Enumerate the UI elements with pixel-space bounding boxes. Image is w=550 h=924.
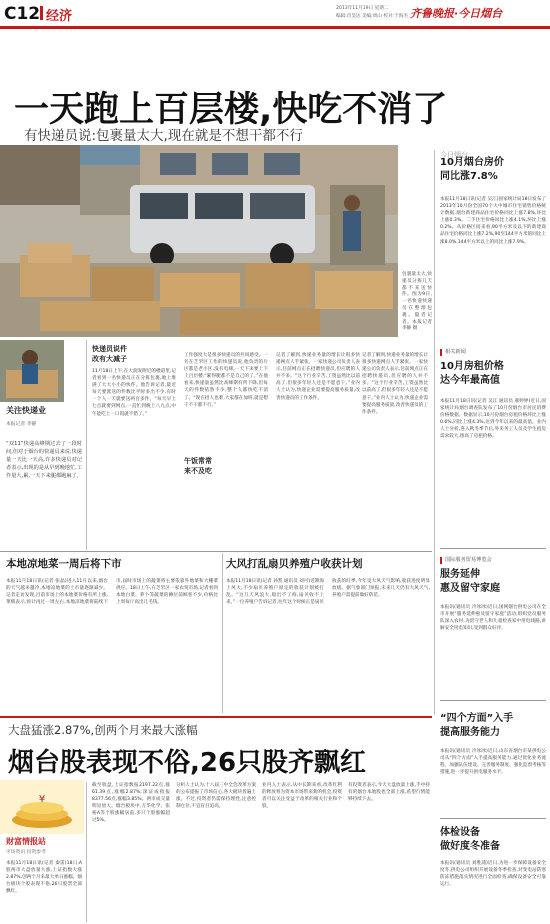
- local-veg-headline: 本地凉地菜一周后将下市: [6, 558, 122, 570]
- sidebar-title: 关注快递业: [6, 406, 46, 415]
- lead-column-1: 11月18日上午,在大润发附近的楼道里,记者看到一名快递员正在分拣包裹,地上堆满了大大小小的快件。他告诉记者,最近每天要派送的件数比平时多出不少,有时一个人一天就要送两百多件。“每天早上七点就要到网点,一直忙到晚上八九点,中午能吃上一口饭就不错了。”: [92, 369, 176, 417]
- story3-text: 本报讯(通讯员 冷冰冰)近日,国网烟台供电公司在全市开展“服务延伸惠及留守家庭”活动,组织党员服务队深入农村,为留守老人和儿童检查家中用电线路,讲解安全用电知识,受到群众好评。: [440, 605, 546, 632]
- lead-column-2: 工作强度大是很多快递员的共同感受。一名在芝罘区工作的快递员说,他负责的片区都是老小区,没有电梯,一天下来要上下上百层楼,“累得腿都不是自己的了。”在他看来,快递量虽然比高峰期有所下降,但每天的件数依然不少,整个人都快吃不消了。“现在招人也难,大家都在加班,就是想干不干都不行。”: [184, 353, 268, 408]
- page-number: C12: [4, 4, 41, 24]
- bottom-column-1: 截至收盘,上证指数报2197.22点,涨61.39点,涨幅2.87%;深证成指报8377.56点,涨幅3.85%。两市成交量明显放大。烟台板块中,万华化学、张裕A等个股涨幅居前,多只个股涨幅超过5%。: [92, 783, 170, 824]
- lead-column-4-text: 记者了解到,快递业务量的增长让很多快递网点人手紧张。一家快递公司负责人表示,目前网点正在招聘快递员,但应聘的人并不多。“这个行业辛苦,工资虽然比以前高了,但很多年轻人还是不愿意干。”业内人士认为,快递企业需要提高服务质量,改善快递员的工作条件。: [362, 353, 428, 415]
- sidebar-photo: [0, 340, 64, 402]
- bottom-column-4: 有投资者表示,今天大盘放量上涨,手中持有的烟台本地股也全部上涨,希望行情能够持续下去。: [348, 783, 430, 803]
- bottom-headline: 烟台股表现不俗,26只股齐飘红: [8, 748, 367, 778]
- masthead-rule: [0, 26, 550, 29]
- finance-sidebar-text: 本报11月18日讯(记者 秦雷)18日,A股两市大盘放量大涨,上证指数大涨2.87%,创两个月来最大单日涨幅。烟台板块个股表现不俗,26只股票全部飘红。: [6, 861, 82, 895]
- bottom-column-3: 业内人士表示,从中长期来看,改革红利的释放将为资本市场带来新的机会,投资者可以关注受益于改革的相关行业和个股。: [262, 783, 342, 810]
- story5-title: 体检设备 做好度冬准备: [440, 827, 500, 852]
- section-tag-bar: [40, 6, 43, 20]
- related-news-tag: [440, 348, 546, 357]
- lead-subheadline: 有快递员说:包裹量太大,现在就是不想干都不行: [24, 128, 303, 144]
- lead-column-4: [362, 352, 428, 416]
- scallop-headline: 大风打乱扇贝养殖户收获计划: [226, 558, 363, 570]
- story1-text: 本报11月18日讯(记者 吴江)国家统计局18日发布了2013年10月份全国70个大中城市住宅销售价格统计数据,烟台新建商品住宅价格同比上涨7.8%,环比上涨0.3%。二手住宅价格同比上涨4.1%,环比上涨0.2%。从价格区间来看,90平方米及以下的新建商品住宅价格同比上涨7.2%,90至144平方米的同比上涨8.0%,144平方米以上的同比上涨7.9%。: [440, 197, 546, 245]
- lead-photo-caption: 包裹量太大,快递员分拣几天都不来送快件。图为9日,一名快递快递员在整理包裹。隐者记者。本报记者 李静 摄: [402, 272, 432, 332]
- lead-column-3: 记者了解到,快递业务量的增长让很多快递网点人手紧张。一家快递公司负责人表示,目前网点正在招聘快递员,但应聘的人并不多。“这个行业辛苦,工资虽然比以前高了,但很多年轻人还是不愿意干。”业内人士认为,快递企业需要提高服务质量,改善快递员的工作条件。: [276, 353, 360, 401]
- finance-illustration: [0, 780, 84, 834]
- story4-title: “四个方面”入手 提高服务能力: [440, 713, 514, 738]
- editor-line: 编辑:肖昊达 美编:周山 校对:于海杰: [336, 14, 408, 19]
- sidebar-byline: 本报记者 李静: [6, 422, 37, 427]
- lead-subhead-2: 午饭常常 来不及吃: [184, 457, 212, 475]
- newspaper-logo: 齐鲁晚报·今日烟台: [410, 7, 503, 20]
- finance-sidebar-title: 财富情报站: [6, 837, 46, 846]
- bottom-column-2: 分析人士认为,十八届三中全会改革方案的公布提振了市场信心,各大板块普遍上涨。不过,投资者仍需保持理性,注意控制仓位,不宜盲目追高。: [176, 783, 256, 810]
- expo-tag: [440, 556, 546, 565]
- story2-title: 10月房租价格 达今年最高值: [440, 361, 504, 386]
- section-name: 经济: [46, 9, 73, 24]
- local-veg-text: 本报11月18日讯(记者 张晶)进入11月以来,烟台的天气越来越冷,本地凉地菜的上市量逐渐减少。记者走访发现,目前市场上的本地菜价格有所上涨,菜贩表示,预计再过一周左右,本地凉地菜将陆续下市,届时市场上的蔬菜将主要依靠外地菜和大棚菜供应。18日上午,在芝罘区一家农贸市场,记者看到本地白菜、萝卜等蔬菜的摊位前顾客不少,价格比上周每斤高出几毛钱。: [6, 579, 218, 606]
- svg-text:¥: ¥: [38, 794, 46, 805]
- story5-text: 本报讯(通讯员 刘胜浦)近日,为进一步保障设备安全度冬,供电公司组织开展设备冬季检查,对变电站防寒防冻措施落实情况进行全面检查,确保设备安全可靠运行。: [440, 861, 546, 888]
- right-column-header: 今日烟台: [440, 151, 468, 159]
- lead-headline: 一天跑上百层楼,快吃不消了: [14, 90, 448, 130]
- lead-divider: [434, 150, 435, 715]
- finance-sidebar-subtitle: 市场资讯 投资参考: [6, 850, 46, 855]
- story2-text: 本报11月18日讯(记者 吴江 通讯员 郝婷婷)近日,国家统计局烟台调查队发布了10月份烟台市居民消费价格数据。数据显示,10月份烟台房租价格环比上涨0.6%,同比上涨4.3%,达到今年以来的最高值。业内人士分析,进入秋冬季节后,外来务工人员及学生租房需求较大,推高了房租价格。: [440, 399, 546, 440]
- story1-title: 10月烟台房价 同比涨7.8%: [440, 157, 504, 182]
- date-line: 2013年11月19日 星期二: [336, 6, 389, 11]
- story3-title: 服务延伸 惠及留守家庭: [440, 569, 500, 594]
- lead-photo: [0, 145, 398, 337]
- bottom-kicker: 大盘猛涨2.87%,创两个月来最大涨幅: [8, 723, 198, 737]
- expo-tag-label: 国际服务贸易博览会: [445, 557, 492, 563]
- sidebar-text: “双11”快递高峰期过去了一段时间,但对于烟台的快递员来说,快递量一天比一天高,许多快递员对记者表示,出现的是从早到晚地忙,工作量大,累,一天下来腿都跑麻了。: [6, 441, 82, 479]
- scallop-text: 本报11月18日讯(记者 孙凯 通讯员 刘可)近期海上风大,不少扇贝养殖户原定的收获计划被打乱。“这几天风浪大,船出不了海,扇贝收不上来。”一位养殖户告诉记者,往年这个时候正是扇贝收获的旺季,今年受大风天气影响,收获进度明显放缓。据气象部门预报,未来几天仍有大风天气,养殖户需提前做好防范。: [226, 579, 430, 606]
- lead-subhead-1: 快递员说件 改有大减子: [92, 345, 127, 363]
- related-news-label: 相关新闻: [445, 349, 466, 355]
- masthead: [0, 0, 550, 26]
- story4-text: 本报讯(通讯员 冷冰冰)近日,山东省烟台市某供电公司从“四个方面”入手提高服务能力,通过优化业务流程、加强队伍建设、完善服务制度、强化监督考核等措施,进一步提升供电服务水平。: [440, 749, 546, 776]
